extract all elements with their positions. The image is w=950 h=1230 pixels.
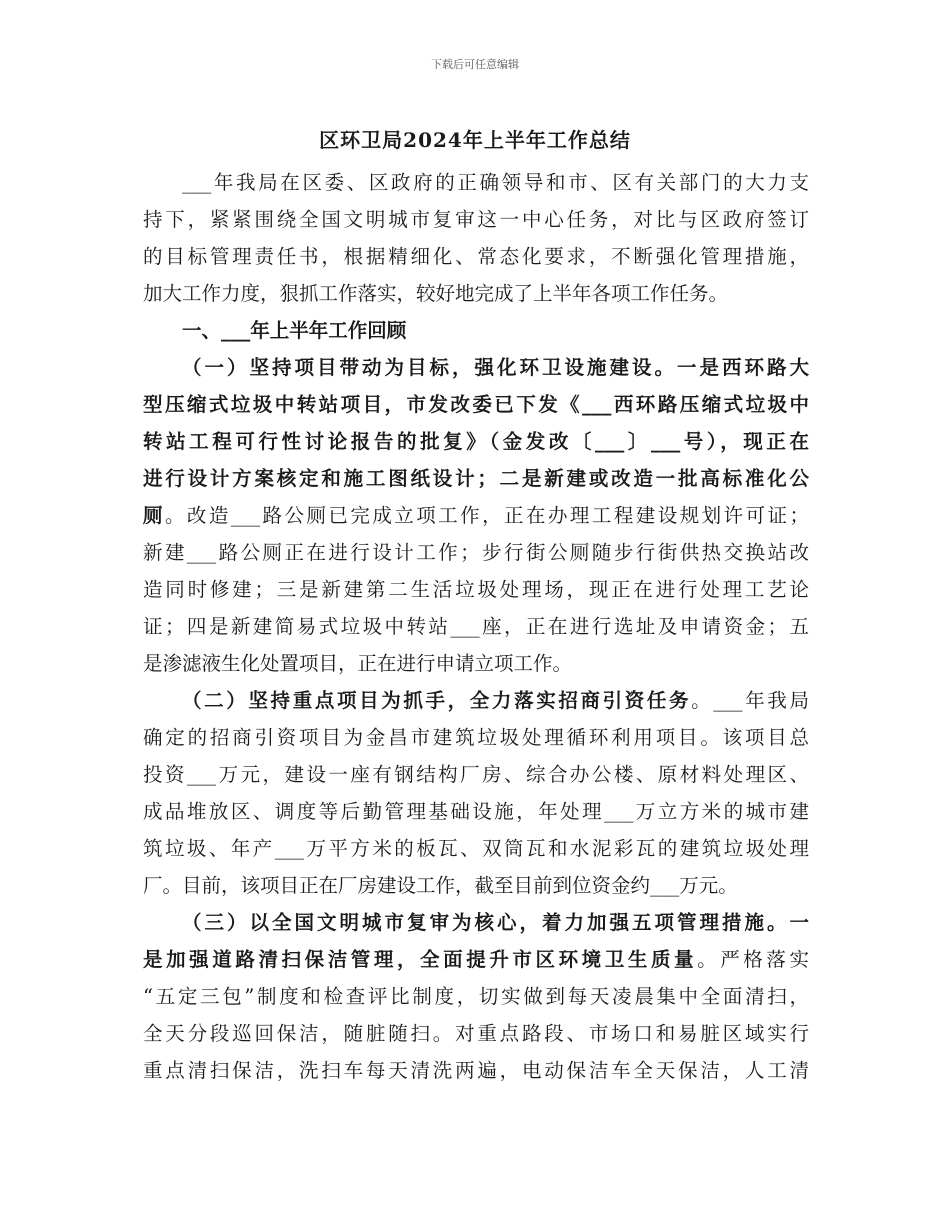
text-run: 是渗滤液生化处置项目，正在进行申请立项工作。 — [143, 652, 573, 675]
bold-text-run: （三）以全国文明城市复审为核心，着力加强五项管理措施。一 — [182, 911, 809, 934]
text-line — [143, 275, 809, 312]
text-run: 证；四是新建简易式垃圾中转站___座，正在进行选址及申请资金；五 — [143, 615, 809, 638]
text-line — [143, 312, 809, 349]
text-run: 新建___路公厕正在进行设计工作；步行街公厕随步行街供热交换站改 — [143, 541, 809, 564]
text-run: 投资___万元，建设一座有钢结构厂房、综合办公楼、原材料处理区、 — [143, 763, 809, 786]
text-line — [143, 756, 809, 793]
text-line — [143, 608, 809, 645]
text-line — [143, 201, 809, 238]
text-run: 成品堆放区、调度等后勤管理基础设施，年处理___万立方米的城市建 — [143, 800, 809, 823]
text-run: ___年我局在区委、区政府的正确领导和市、区有关部门的大力支 — [182, 171, 809, 194]
text-line — [143, 349, 809, 386]
text-line — [143, 1052, 809, 1089]
text-line — [143, 978, 809, 1015]
bold-text-run: 厕 — [143, 504, 165, 527]
bold-text-run: 一、___年上半年工作回顾 — [182, 319, 407, 342]
text-line — [143, 534, 809, 571]
text-line — [143, 719, 809, 756]
text-line — [143, 645, 809, 682]
text-line — [143, 941, 809, 978]
text-run: 造同时修建；三是新建第二生活垃圾处理场，现正在进行处理工艺论 — [143, 578, 809, 601]
text-line — [143, 386, 809, 423]
text-line — [143, 497, 809, 534]
bold-text-run: （二）坚持重点项目为抓手，全力落实招商引资任务 — [182, 689, 692, 712]
text-line — [143, 423, 809, 460]
text-run: 重点清扫保洁，洗扫车每天清洗两遍，电动保洁车全天保洁，人工清 — [143, 1059, 809, 1082]
bold-text-run: 转站工程可行性讨论报告的批复》（金发改〔___〕___号），现正在 — [143, 430, 809, 453]
header-note: 下载后可任意编辑 — [431, 58, 519, 71]
text-line — [143, 867, 809, 904]
bold-text-run: 进行设计方案核定和施工图纸设计；二是新建或改造一批高标准化公 — [143, 467, 809, 490]
text-run: 加大工作力度，狠抓工作落实，较好地完成了上半年各项工作任务。 — [143, 282, 729, 305]
text-run: “五定三包”制度和检查评比制度，切实做到每天凌晨集中全面清扫， — [143, 985, 809, 1008]
document-title: 区环卫局2024年上半年工作总结 — [319, 128, 631, 152]
text-line — [143, 460, 809, 497]
text-run: 的目标管理责任书，根据精细化、常态化要求，不断强化管理措施， — [143, 245, 809, 268]
text-run: 筑垃圾、年产___万平方米的板瓦、双筒瓦和水泥彩瓦的建筑垃圾处理 — [143, 837, 809, 860]
text-line — [143, 682, 809, 719]
text-run: 确定的招商引资项目为金昌市建筑垃圾处理循环利用项目。该项目总 — [143, 726, 809, 749]
text-run: 全天分段巡回保洁，随脏随扫。对重点路段、市场口和易脏区域实行 — [143, 1022, 809, 1045]
text-run: 厂。目前，该项目正在厂房建设工作，截至目前到位资金约___万元。 — [143, 874, 738, 897]
text-line — [143, 238, 809, 275]
text-line — [143, 571, 809, 608]
bold-text-run: （一）坚持项目带动为目标，强化环卫设施建设。一是西环路大 — [182, 356, 809, 379]
document-body — [143, 164, 809, 1089]
text-line — [143, 793, 809, 830]
text-line — [143, 904, 809, 941]
bold-text-run: 是加强道路清扫保洁管理，全面提升市区环境卫生质量 — [143, 948, 698, 971]
text-line — [143, 164, 809, 201]
text-line — [143, 830, 809, 867]
text-run: 持下，紧紧围绕全国文明城市复审这一中心任务，对比与区政府签订 — [143, 208, 809, 231]
text-run: 。___年我局 — [691, 689, 809, 712]
text-run: 。改造___路公厕已完成立项工作，正在办理工程建设规划许可证； — [164, 504, 809, 527]
bold-text-run: 型压缩式垃圾中转站项目，市发改委已下发《___西环路压缩式垃圾中 — [143, 393, 809, 416]
text-line — [143, 1015, 809, 1052]
text-run: 。严格落实 — [697, 948, 809, 971]
